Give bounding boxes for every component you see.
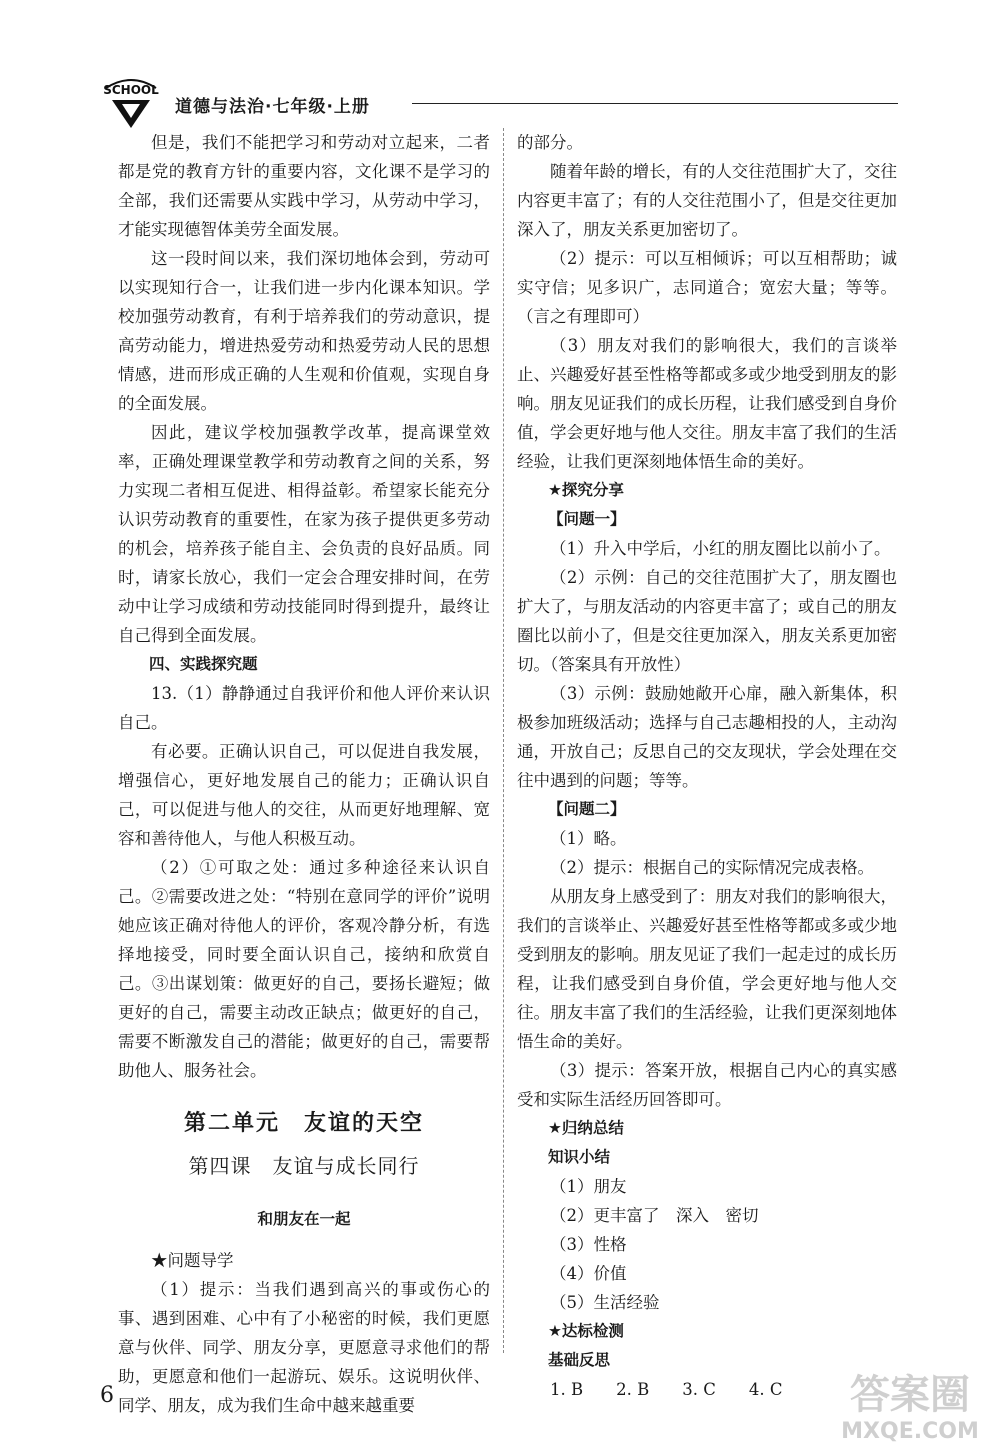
paragraph: 13.（1）静静通过自我评价和他人评价来认识自己。 [118,684,490,732]
paragraph: ★问题导学 [151,1251,234,1270]
paragraph: 但是，我们不能把学习和劳动对立起来，二者都是党的教育方针的重要内容，文化课不是学习的全部，我们还需要从实践中学习，从劳动中学习，才能实现德智体美劳全面发展。 [118,133,490,239]
paragraph: （2）示例：自己的交往范围扩大了，朋友圈也扩大了，与朋友活动的内容更丰富了；或自己的朋友圈比以前小了，但是交往更加深入，朋友关系更加密切。（答案具有开放性） [517,568,897,674]
lesson-title: 第四课 友谊与成长同行 [188,1154,420,1178]
paragraph: （3）提示：答案开放，根据自己内心的真实感受和实际生活经历回答即可。 [517,1061,897,1109]
paragraph: 的部分。 [517,133,583,152]
paragraph: 有必要。正确认识自己，可以促进自我发展，增强信心，更好地发展自己的能力；正确认识自己，可以促进与他人的交往，从而更好地理解、宽容和善待他人，与他人积极互动。 [118,742,490,848]
page-number: 6 [100,1383,114,1408]
paragraph: （3）朋友对我们的影响很大，我们的言谈举止、兴趣爱好甚至性格等都或多或少地受到朋友的影响。朋友见证我们的成长历程，让我们感受到自身价值，学会更好地与他人交往。朋友丰富了我们的生活经验，让我们更深刻地体悟生命的美好。 [517,336,897,471]
paragraph: 四、实践探究题 [149,655,258,673]
paragraph: 【问题二】 [548,800,626,818]
column-divider [503,128,504,1353]
section-title: 和朋友在一起 [257,1210,351,1228]
paragraph: （3）性格 [550,1235,627,1254]
paragraph: （2）更丰富了 深入 密切 [550,1206,759,1225]
paragraph: （4）价值 [550,1264,627,1283]
paragraph: （3）示例：鼓励她敞开心扉，融入新集体，积极参加班级活动；选择与自己志趣相投的人，主动沟通，开放自己；反思自己的交友现状，学会处理在交往中遇到的问题；等等。 [517,684,897,790]
unit-title: 第二单元 友谊的天空 [183,1110,424,1136]
paragraph: 基础反思 [548,1351,611,1369]
page-header [100,70,900,130]
paragraph: （2）提示：可以互相倾诉；可以互相帮助；诚实守信；见多识广，志同道合；宽宏大量；等等。（言之有理即可） [517,249,897,326]
paragraph: （2）①可取之处：通过多种途径来认识自己。②需要改进之处：“特别在意同学的评价”说明她应该正确对待他人的评价，客观冷静分析，有选择地接受，同时要全面认识自己，接纳和欣赏自己。③出谋划策：做更好的自己，要扬长避短；做更好的自己，需要主动改正缺点；做更好的自己，需要不断激发自己的潜能；做更好的自己，需要帮助他人、服务社会。 [118,858,490,1080]
paragraph: （1）略。 [550,829,627,848]
paragraph: （1）升入中学后，小红的朋友圈比以前小了。 [550,539,891,558]
paragraph: 知识小结 [548,1148,611,1166]
paragraph: ★归纳总结 [548,1119,624,1137]
watermark [830,1360,990,1445]
paragraph: 从朋友身上感受到了：朋友对我们的影响很大，我们的言谈举止、兴趣爱好甚至性格等都或多或少地受到朋友的影响。朋友见证了我们一起走过的成长历程，让我们感受到自身价值，学会更好地与他人交往。朋友丰富了我们的生活经验，让我们更深刻地体悟生命的美好。 [517,887,897,1051]
watermark-text-en: MXQE.COM [841,1419,979,1444]
paragraph: 这一段时间以来，我们深切地体会到，劳动可以实现知行合一，让我们进一步内化课本知识。学校加强劳动教育，有利于培养我们的劳动意识，提高劳动能力，增进热爱劳动和热爱劳动人民的思想情感，进而形成正确的人生观和价值观，实现自身的全面发展。 [118,249,490,413]
paragraph: （2）提示：根据自己的实际情况完成表格。 [550,858,874,877]
right-column [517,128,897,1404]
running-title: 道德与法治·七年级·上册 [175,97,370,117]
paragraph: 随着年龄的增长，有的人交往范围扩大了，交往内容更丰富了；有的人交往范围小了，但是交往更加深入了，朋友关系更加密切了。 [517,162,897,239]
paragraph: （1）朋友 [550,1177,627,1196]
logo-text: SCHOOL [103,83,159,97]
paragraph: ★探究分享 [548,481,624,499]
paragraph: 1. B 2. B 3. C 4. C [550,1380,783,1399]
school-logo-icon [100,70,162,132]
paragraph: （5）生活经验 [550,1293,660,1312]
paragraph: 因此，建议学校加强教学改革，提高课堂效率，正确处理课堂教学和劳动教育之间的关系，努力实现二者相互促进、相得益彰。希望家长能充分认识劳动教育的重要性，在家为孩子提供更多劳动的机会，培养孩子能自主、会负责的良好品质。同时，请家长放心，我们一定会合理安排时间，在劳动中让学习成绩和劳动技能同时得到提升，最终让自己得到全面发展。 [118,423,490,645]
left-column [118,128,490,1420]
paragraph: （1）提示：当我们遇到高兴的事或伤心的事、遇到困难、心中有了小秘密的时候，我们更愿意与伙伴、同学、朋友分享，更愿意寻求他们的帮助，更愿意和他们一起游玩、娱乐。这说明伙伴、同学、朋友，成为我们生命中越来越重要 [118,1280,490,1415]
watermark-text-cn: 答案圈 [850,1372,970,1418]
paragraph: 【问题一】 [548,510,626,528]
paragraph: ★达标检测 [548,1322,624,1340]
header-rule [412,103,898,104]
